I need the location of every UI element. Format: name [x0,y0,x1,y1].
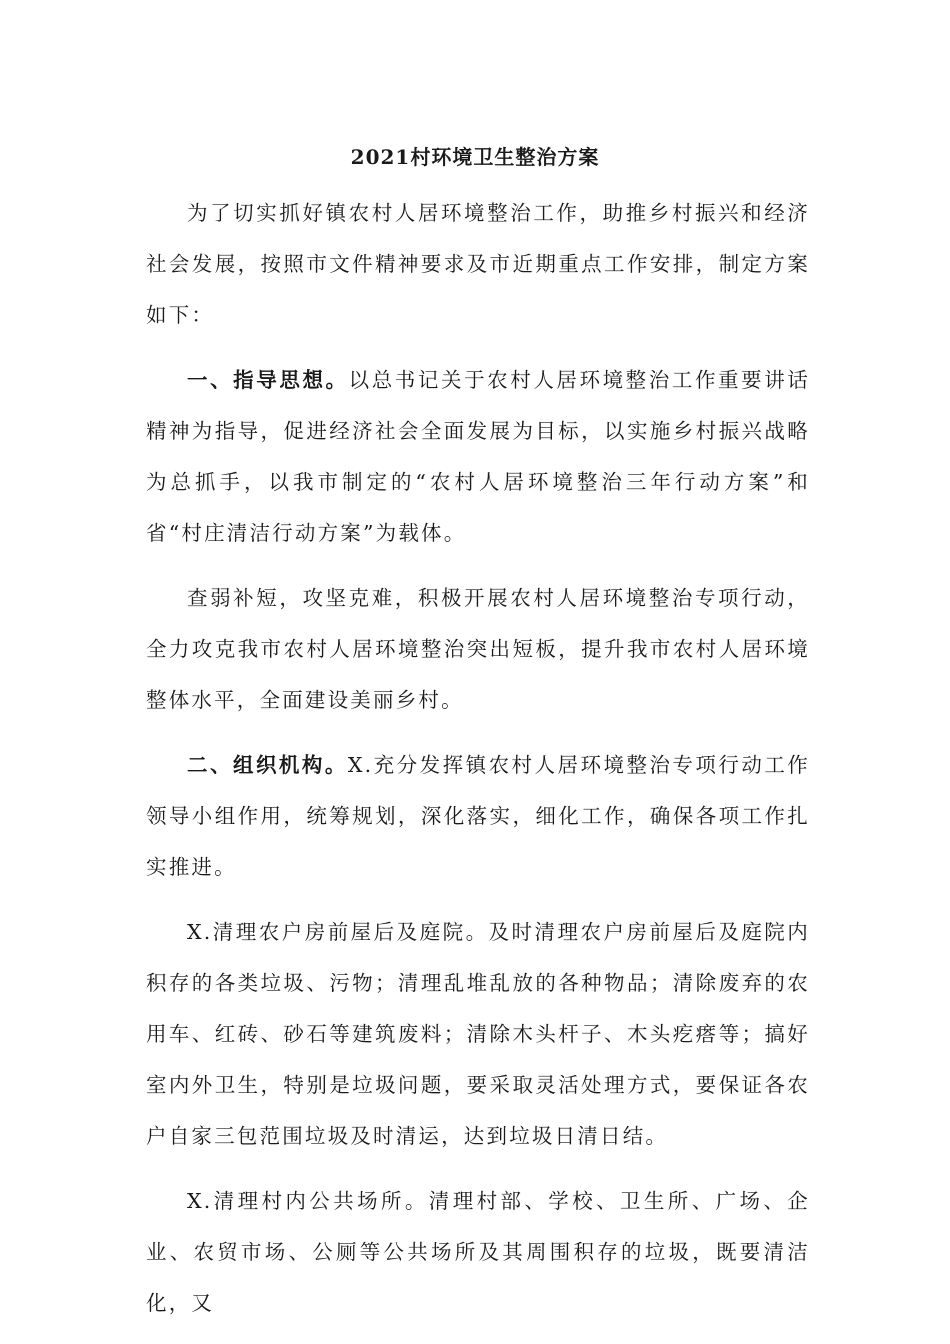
paragraph-text: X.清理村内公共场所。清理村部、学校、卫生所、广场、企业、农贸市场、公厕等公共场所及其周围积存的垃圾，既要清洁化，又 [146,1189,810,1315]
paragraph-text: 为了切实抓好镇农村人居环境整治工作，助推乡村振兴和经济社会发展，按照市文件精神要求及市近期重点工作安排，制定方案如下： [146,201,810,327]
paragraph-goals [146,573,810,726]
paragraph-organization [146,740,810,893]
document-body [146,188,810,1343]
paragraph-text: 查弱补短，攻坚克难，积极开展农村人居环境整治专项行动，全力攻克我市农村人居环境整治突出短板，提升我市农村人居环境整体水平，全面建设美丽乡村。 [146,586,810,712]
paragraph-guiding-ideology [146,355,810,559]
paragraph-public-places [146,1176,810,1329]
section-heading: 一、指导思想。 [187,368,349,392]
paragraph-text: 以总书记关于农村人居环境整治工作重要讲话精神为指导，促进经济社会全面发展为目标，以实施乡村振兴战略为总抓手，以我市制定的“农村人居环境整治三年行动方案”和省“村庄清洁行动方案”为载体。 [146,368,810,545]
paragraph-household-cleanup [146,907,810,1162]
section-heading: 二、组织机构。 [187,753,348,777]
paragraph-text: X.充分发挥镇农村人居环境整治专项行动工作领导小组作用，统筹规划，深化落实，细化工作，确保各项工作扎实推进。 [146,753,811,879]
paragraph-intro [146,188,810,341]
paragraph-text: X.清理农户房前屋后及庭院。及时清理农户房前屋后及庭院内积存的各类垃圾、污物；清理乱堆乱放的各种物品；清除废弃的农用车、红砖、砂石等建筑废料；清除木头杆子、木头疙瘩等；搞好室内外卫生，特别是垃圾问题，要采取灵活处理方式，要保证各农户自家三包范围垃圾及时清运，达到垃圾日清日结。 [146,920,810,1148]
document-title: 2021村环境卫生整治方案 [350,145,600,169]
